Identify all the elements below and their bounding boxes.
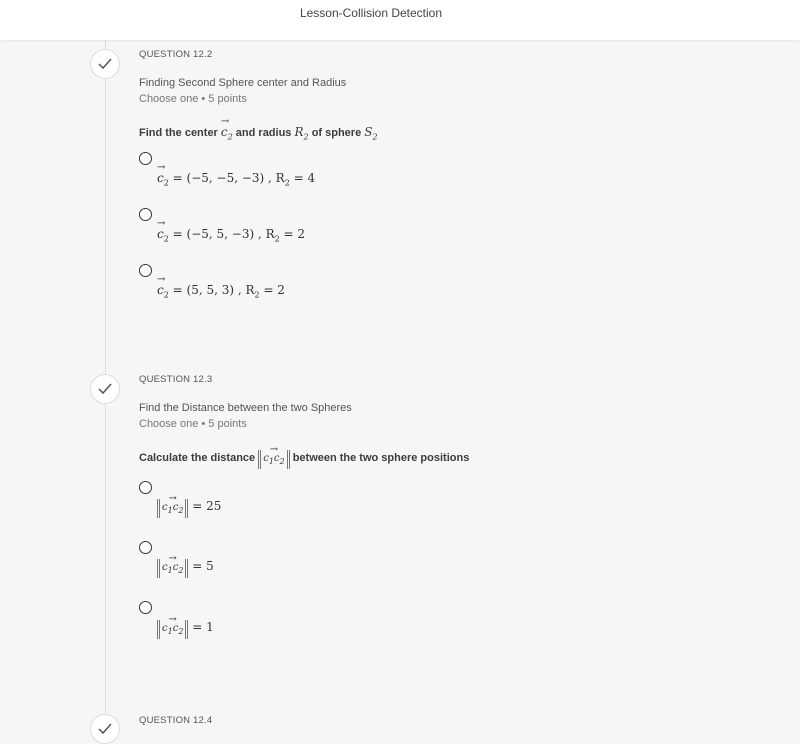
top-bar [0,0,800,40]
question-title: Find the Distance between the two Spheres [139,402,352,414]
answer-option-3[interactable]: → $c_2 = (5$, 5, 3) , $R_2 = 2$ [157,283,285,299]
question-number: QUESTION 12.4 [139,715,213,726]
answer-radio-2[interactable] [139,541,152,554]
question-meta: Choose one • 5 points [139,93,247,105]
completed-check-icon [90,714,120,744]
answer-option-1[interactable]: → $c_2 = (-5$, −5, −3) , $R_2 = 4$ [157,171,315,187]
answer-radio-1[interactable] [139,152,152,165]
answer-radio-3[interactable] [139,601,152,614]
answer-option-2[interactable]: → $c_2 = (-5$, 5, −3) , $R_2 = 2$ [157,227,305,243]
question-prompt: Find the center → $c_2$ and radius $R_2$ of sphere $S_2$ [139,125,378,141]
question-number: QUESTION 12.3 [139,374,213,385]
question-meta: Choose one • 5 points [139,418,247,430]
answer-radio-3[interactable] [139,264,152,277]
answer-option-1[interactable]: → $c_1c_2 = 25$ [157,499,221,518]
completed-check-icon [90,374,120,404]
question-title: Finding Second Sphere center and Radius [139,77,347,89]
completed-check-icon [90,49,120,79]
answer-option-2[interactable]: → $c_1c_2 = 5$ [157,559,214,578]
question-number: QUESTION 12.2 [139,49,213,60]
answer-radio-2[interactable] [139,208,152,221]
question-prompt: Calculate the distance → $c_1c_2$ between the two sphere positions [139,450,469,469]
answer-radio-1[interactable] [139,481,152,494]
lesson-title: Lesson-Collision Detection [299,6,443,20]
answer-option-3[interactable]: → $c_1c_2 = 1$ [157,620,214,639]
